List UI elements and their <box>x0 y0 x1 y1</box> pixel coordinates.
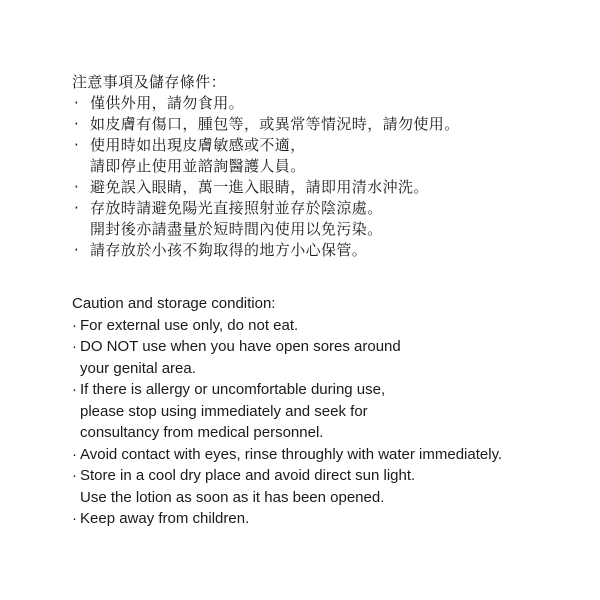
list-item-text: Use the lotion as soon as it has been opened. <box>80 488 385 506</box>
list-item <box>72 114 592 135</box>
chinese-caution-list <box>72 93 592 261</box>
list-item-text: 請存放於小孩不夠取得的地方小心保管。 <box>90 241 368 259</box>
list-item-text: please stop using immediately and seek for <box>80 402 368 420</box>
list-item-text: your genital area. <box>80 359 196 377</box>
list-item-continuation <box>72 358 592 380</box>
list-item <box>72 379 592 401</box>
bullet-dot: · <box>74 94 80 112</box>
list-item-continuation <box>72 156 592 177</box>
list-item-text: Store in a cool dry place and avoid direct sun light. <box>80 467 416 484</box>
bullet-dot: · <box>72 445 77 463</box>
list-item-text: DO NOT use when you have open sores around <box>80 338 401 355</box>
chinese-section-title: 注意事項及儲存條件： <box>72 73 227 91</box>
bullet-dot: · <box>72 381 77 398</box>
chinese-caution-section <box>72 72 592 261</box>
bullet-dot: · <box>74 199 80 217</box>
list-item-text: 存放時請避免陽光直接照射並存於陰涼處。 <box>90 199 383 217</box>
english-caution-section <box>72 293 592 530</box>
list-item-continuation <box>72 219 592 240</box>
list-item-continuation <box>72 487 592 509</box>
list-item <box>72 135 592 156</box>
bullet-dot: · <box>74 136 80 154</box>
list-item <box>72 444 592 466</box>
list-item <box>72 315 592 337</box>
bullet-dot: · <box>74 178 80 196</box>
list-item <box>72 336 592 358</box>
list-item <box>72 465 592 487</box>
list-item <box>72 240 592 261</box>
bullet-dot: · <box>74 115 80 133</box>
list-item-text: consultancy from medical personnel. <box>80 424 324 441</box>
list-item-text: 如皮膚有傷口，腫包等，或異常等情況時，請勿使用。 <box>90 115 460 133</box>
bullet-dot: · <box>72 338 77 355</box>
list-item-continuation <box>72 422 592 444</box>
list-item-text: 使用時如出現皮膚敏感或不適， <box>90 136 306 154</box>
english-caution-list <box>72 315 592 530</box>
list-item-text: Avoid contact with eyes, rinse throughly with water immediately. <box>80 445 503 463</box>
list-item-text: 避免誤入眼睛，萬一進入眼睛，請即用清水沖洗。 <box>90 178 429 196</box>
list-item-text: 請即停止使用並諮詢醫護人員。 <box>90 157 306 175</box>
list-item-continuation <box>72 401 592 423</box>
english-section-title: Caution and storage condition: <box>72 295 276 312</box>
list-item <box>72 177 592 198</box>
list-item-text: If there is allergy or uncomfortable during use, <box>80 381 386 398</box>
list-item <box>72 508 592 530</box>
bullet-dot: · <box>72 316 77 334</box>
list-item-text: Keep away from children. <box>80 510 250 527</box>
bullet-dot: · <box>74 241 80 259</box>
list-item <box>72 93 592 114</box>
bullet-dot: · <box>72 467 77 484</box>
list-item <box>72 198 592 219</box>
list-item-text: For external use only, do not eat. <box>80 316 299 334</box>
list-item-text: 僅供外用，請勿食用。 <box>90 94 245 112</box>
list-item-text: 開封後亦請盡量於短時間內使用以免污染。 <box>90 220 383 238</box>
bullet-dot: · <box>72 510 77 527</box>
